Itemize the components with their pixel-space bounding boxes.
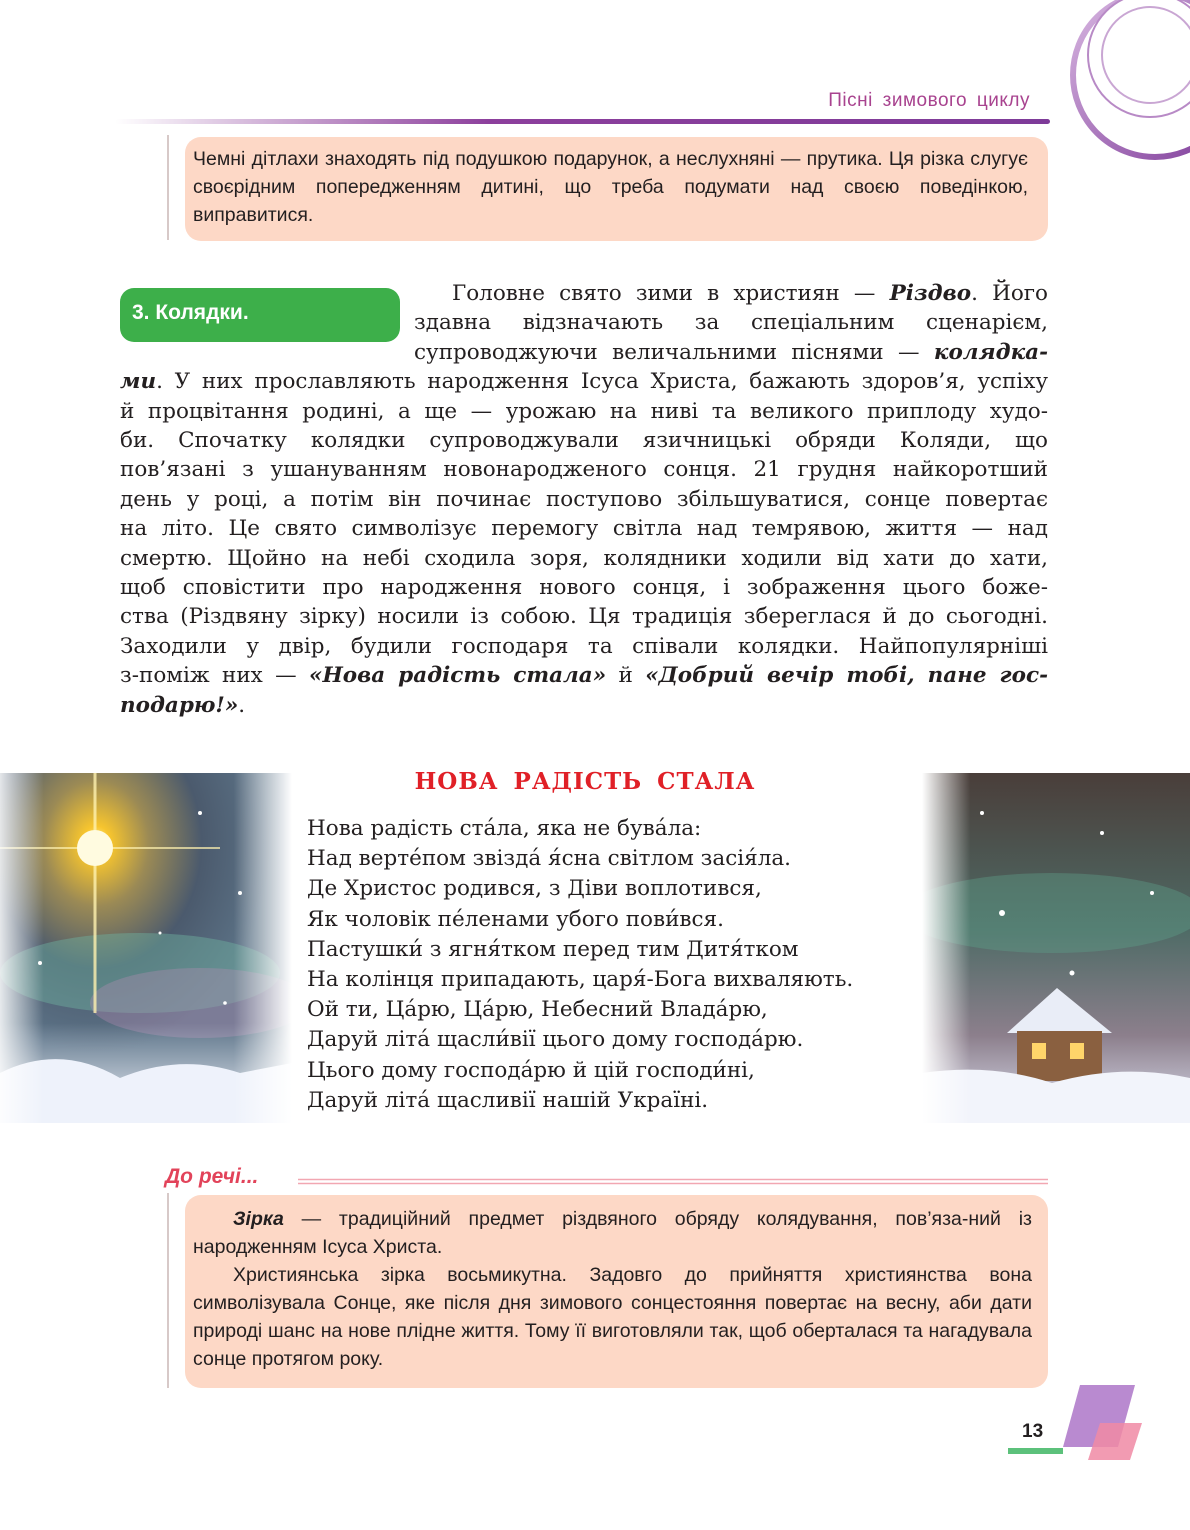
body-text-segment: ми — [120, 369, 157, 395]
header-divider — [115, 119, 1050, 124]
body-line — [120, 514, 1048, 543]
body-line — [120, 367, 1048, 396]
fun-fact-paragraph-2: Християнська зірка восьмикутна. Задовго до прийняття християнства вона символізувала Сонце, яке після дня зимового сонцестояння повертає на весну, аби дати природі шанс на нове плідне життя. Тому її виготовляли так, щоб оберталася та нагадувала сонце протягом року. — [193, 1264, 1032, 1370]
fun-fact-paragraph-1 — [193, 1205, 1032, 1261]
body-text-segment: смертю. Щойно на небі сходила зоря, колядники ходили від хати до хати, — [120, 545, 1048, 571]
poem-line: Цього дому господа́рю й цій господи́ні, — [307, 1057, 755, 1083]
body-line — [120, 544, 1048, 573]
info-box-top-text: Чемні дітлахи знаходять під подушкою подарунок, а неслухняні — прутика. Ця різка слугує своєрідним попередженням дитині, що треба подумати над своєю поведінкою, виправитися. — [193, 148, 1028, 226]
header-decorative-circles — [1000, 0, 1190, 160]
body-text-segment: на літо. Це свято символізує перемогу світла над темрявою, життя — над — [120, 516, 1048, 542]
body-text-segment: би. Спочатку колядки супроводжували язичницькі обряди Коляди, що — [120, 428, 1048, 453]
section-heading-koliadky — [120, 288, 400, 342]
body-text-segment: день у році, а потім він починає поступово збільшуватися, сонце повертає — [120, 486, 1048, 512]
body-text-segment: щоб сповістити про народження нового сонця, і зображення цього боже- — [120, 575, 1048, 600]
body-text-segment: Заходили у двір, будили господаря та співали колядки. Найпопулярніші — [120, 633, 1048, 659]
snowy-house-night-image — [922, 773, 1190, 1123]
info-box-top — [185, 137, 1048, 241]
body-text-segment: «Нова радість стала» — [309, 663, 607, 689]
body-line — [414, 308, 1048, 337]
body-text-segment: й — [606, 663, 646, 689]
poem-line: Даруй літа́ щасли́вії цього дому господа́рю. — [307, 1027, 804, 1053]
section-running-header: Пісні зимового циклу — [828, 90, 1030, 111]
page-number: 13 — [1022, 1421, 1044, 1442]
body-text-segment: пов’язані з ушануванням новонародженого сонця. 21 грудня найкоротший — [120, 457, 1048, 483]
body-line — [120, 691, 1048, 720]
body-line — [414, 338, 1048, 367]
body-text-segment: . — [238, 692, 246, 718]
fun-fact-p1-text: — традиційний предмет різдвяного обряду колядування, пов’яза-ний із народженням Ісуса Христа. — [193, 1208, 1032, 1258]
poem-line: Ой ти, Ца́рю, Ца́рю, Небесний Влада́рю, — [307, 997, 768, 1023]
poem-line: Даруй літа́ щасливії нашій Україні. — [307, 1087, 709, 1113]
body-text-segment: Головне свято зими в християн — — [452, 281, 890, 306]
fun-fact-term: Зірка — [233, 1208, 284, 1230]
body-line — [120, 426, 1048, 455]
poem-line: Де Христос родився, з Діви воплотився, — [307, 876, 762, 902]
fun-fact-rule — [298, 1178, 1048, 1185]
body-text-segment: . Його — [971, 281, 1048, 306]
poem-line: Над верте́пом звізда́ я́сна світлом засія́ла. — [307, 846, 792, 872]
info-box-fun-fact — [185, 1195, 1048, 1388]
body-line — [120, 485, 1048, 514]
poem-line: Нова радість ста́ла, яка не бува́ла: — [307, 816, 702, 841]
body-line — [452, 279, 1048, 308]
body-text-segment: ства (Різдвяну зірку) носили із собою. Ця традиція збереглася й до сьогодні. — [120, 604, 1048, 630]
body-line — [120, 602, 1048, 631]
body-text-segment: й процвітання родині, а ще — урожаю на ниві та великого приплоду худо- — [120, 398, 1048, 424]
body-line — [120, 573, 1048, 602]
fun-fact-heading: До речі... — [165, 1165, 259, 1188]
poem-line: Як чоловік пе́ленами убого пови́вся. — [307, 906, 724, 932]
body-line — [120, 397, 1048, 426]
body-text-segment: здавна відзначають за спеціальним сценарієм, — [414, 310, 1048, 336]
body-text-segment: «Добрий вечір тобі, пане гос- — [645, 663, 1049, 689]
body-text-segment: колядка- — [933, 339, 1048, 365]
body-line — [120, 455, 1048, 484]
body-text-segment: . У них прославляють народження Ісуса Христа, бажають здоров’я, успіху — [156, 369, 1048, 395]
body-text-segment: супроводжуючи величальними піснями — — [414, 339, 934, 365]
poem-title: НОВА РАДІСТЬ СТАЛА — [414, 768, 756, 795]
section-heading-label: 3. Колядки. — [132, 301, 249, 324]
body-line — [120, 632, 1048, 661]
body-line — [120, 661, 1048, 690]
box-left-rule — [167, 135, 169, 240]
poem-line: Пастушки́ з ягня́тком перед тим Дитя́тком — [307, 936, 799, 962]
body-text-segment: з-поміж них — — [120, 663, 310, 689]
body-text-segment: подарю!» — [120, 692, 239, 718]
christmas-star-night-image — [0, 773, 292, 1123]
box-left-rule-bottom — [167, 1193, 169, 1388]
poem-line: На колінця припадають, царя́-Бога вихваляють. — [307, 967, 854, 992]
body-text-segment: Різдво — [889, 281, 972, 306]
